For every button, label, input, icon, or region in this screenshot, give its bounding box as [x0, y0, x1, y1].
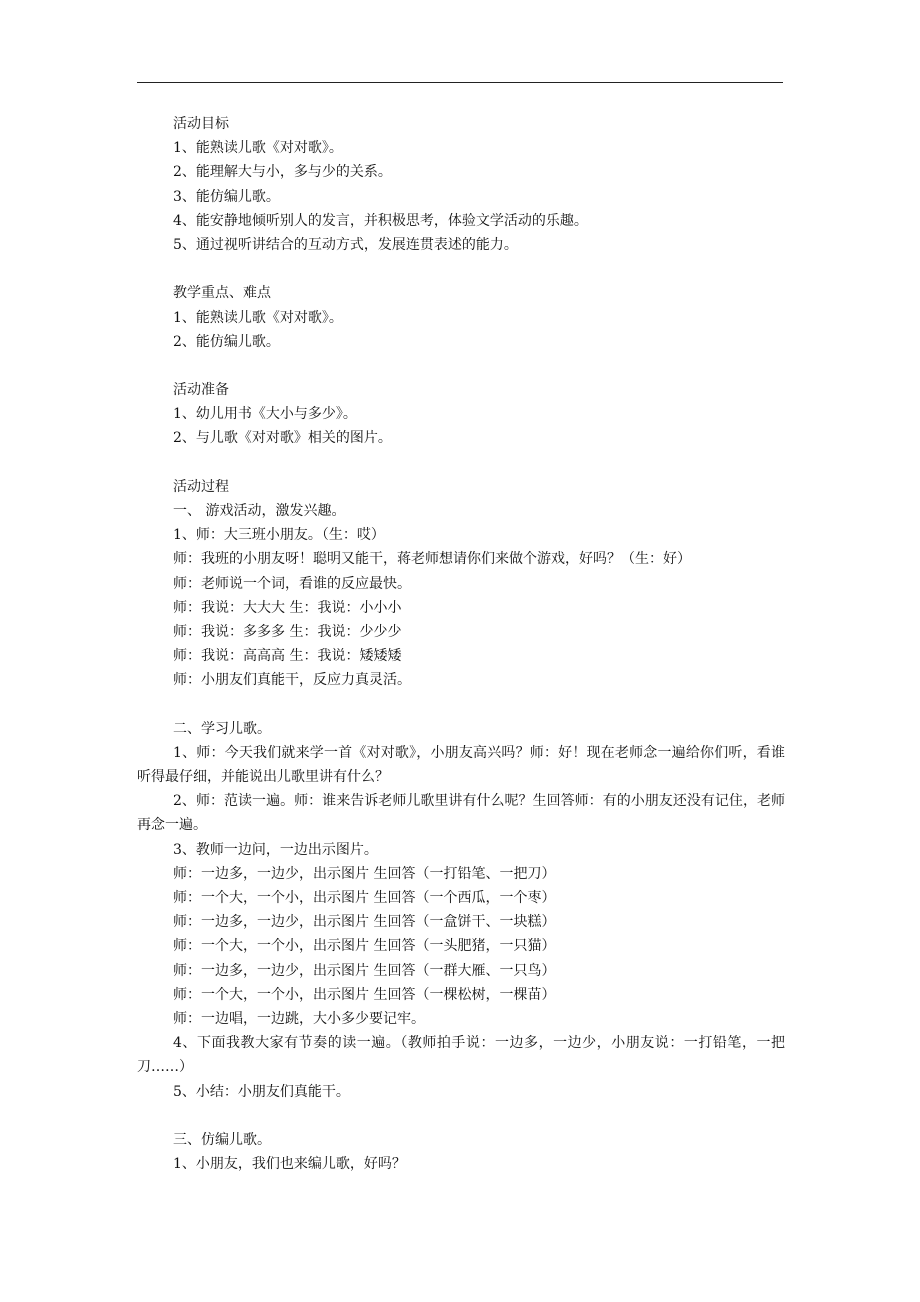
dialogue-line: 师：一边多，一边少，出示图片 生回答（一群大雁、一只鸟） — [173, 962, 556, 979]
step-paragraph: 1、师：今天我们就来学一首《对对歌》，小朋友高兴吗？师：好！现在老师念一遍给你们听，看谁听得最仔细，并能说出儿歌里讲有什么？ — [137, 744, 785, 786]
dialogue-line: 师：一边唱，一边跳，大小多少要记牢。 — [173, 1011, 425, 1028]
section-spacer — [173, 257, 785, 281]
dialogue-line: 师：我说：大大大 生：我说：小小小 — [173, 599, 402, 616]
goal-item: 2、能理解大与小，多与少的关系。 — [173, 164, 392, 181]
dialogue-line: 师：小朋友们真能干，反应力真灵活。 — [173, 672, 411, 689]
section-spacer — [173, 1104, 785, 1128]
key-point-item: 1、能熟读儿歌《对对歌》。 — [173, 309, 343, 326]
dialogue-line: 师：老师说一个词，看谁的反应最快。 — [173, 575, 411, 592]
dialogue-line: 师：一边多，一边少，出示图片 生回答（一打铅笔、一把刀） — [173, 865, 556, 882]
section-goals — [173, 112, 785, 257]
section-heading: 活动目标 — [173, 116, 229, 132]
step-paragraph: 5、小结：小朋友们真能干。 — [173, 1083, 350, 1100]
section-preparation — [173, 378, 785, 451]
section-spacer — [173, 693, 785, 717]
dialogue-line: 师：一个大，一个小，出示图片 生回答（一个西瓜，一个枣） — [173, 890, 556, 907]
preparation-item: 2、与儿歌《对对歌》相关的图片。 — [173, 430, 392, 447]
process-part-3 — [173, 1128, 785, 1176]
section-heading: 教学重点、难点 — [173, 285, 271, 302]
part-title: 三、仿编儿歌。 — [173, 1132, 271, 1148]
section-key-points — [173, 281, 785, 354]
process-part-1 — [173, 499, 785, 693]
dialogue-line: 师：我班的小朋友呀！聪明又能干，蒋老师想请你们来做个游戏，好吗？（生：好） — [173, 551, 691, 568]
section-spacer — [173, 451, 785, 475]
process-part-2 — [137, 717, 785, 1104]
section-spacer — [173, 354, 785, 378]
step-paragraph: 1、小朋友，我们也来编儿歌，好吗？ — [173, 1156, 406, 1173]
goal-item: 1、能熟读儿歌《对对歌》。 — [173, 140, 343, 157]
goal-item: 5、通过视听讲结合的互动方式，发展连贯表述的能力。 — [173, 236, 518, 253]
part-title: 一、 游戏活动，激发兴趣。 — [173, 503, 346, 519]
dialogue-line: 师：一个大，一个小，出示图片 生回答（一棵松树，一棵苗） — [173, 986, 556, 1003]
section-heading: 活动准备 — [173, 382, 229, 399]
part-title: 二、学习儿歌。 — [173, 720, 271, 737]
goal-item: 4、能安静地倾听别人的发言，并积极思考，体验文学活动的乐趣。 — [173, 212, 588, 229]
dialogue-line: 1、师：大三班小朋友。（生：哎） — [173, 527, 385, 544]
dialogue-line: 师：我说：高高高 生：我说：矮矮矮 — [173, 648, 402, 665]
goal-item: 3、能仿编儿歌。 — [173, 188, 280, 205]
document-body — [137, 112, 785, 1176]
section-process — [137, 475, 785, 1177]
preparation-item: 1、幼儿用书《大小与多少》。 — [173, 406, 357, 423]
key-point-item: 2、能仿编儿歌。 — [173, 333, 280, 350]
section-heading: 活动过程 — [173, 478, 229, 495]
dialogue-line: 师：我说：多多多 生：我说：少少少 — [173, 623, 402, 640]
step-paragraph: 4、下面我教大家有节奏的读一遍。（教师拍手说：一边多，一边少，小朋友说：一打铅笔，一把刀……） — [137, 1035, 785, 1076]
dialogue-line: 师：一边多，一边少，出示图片 生回答（一盒饼干、一块糕） — [173, 914, 556, 931]
step-paragraph: 3、教师一边问，一边出示图片。 — [173, 841, 378, 858]
step-paragraph: 2、师：范读一遍。师：谁来告诉老师儿歌里讲有什么呢？生回答师：有的小朋友还没有记住，老师再念一遍。 — [137, 793, 785, 834]
dialogue-line: 师：一个大，一个小，出示图片 生回答（一头肥猪，一只猫） — [173, 938, 556, 955]
header-rule — [137, 82, 783, 83]
